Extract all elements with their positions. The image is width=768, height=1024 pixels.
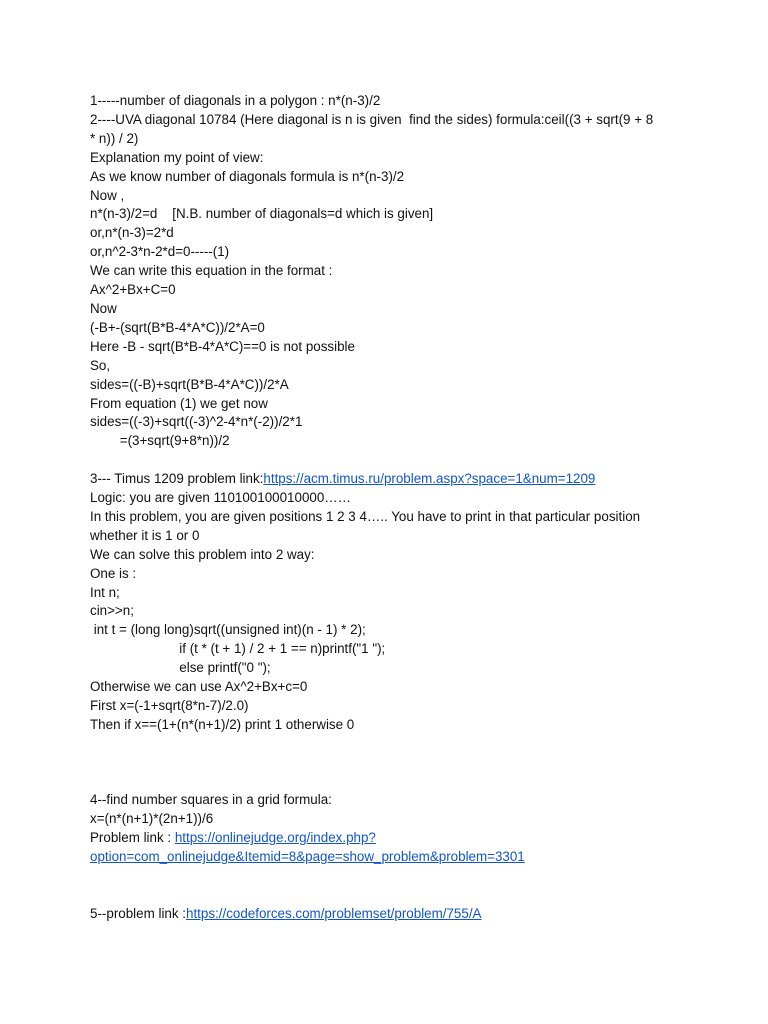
text-line: cin>>n; xyxy=(90,603,134,619)
text-line: =(3+sqrt(9+8*n))/2 xyxy=(90,433,230,449)
text-line: or,n*(n-3)=2*d xyxy=(90,225,174,241)
text-line: Now , xyxy=(90,187,125,203)
text-line: 1-----number of diagonals in a polygon : n*(n-3)/2 xyxy=(90,93,381,108)
text-line: or,n^2-3*n-2*d=0-----(1) xyxy=(90,244,230,260)
code-line: if (t * (t + 1) / 2 + 1 == n)printf("1 "); xyxy=(90,641,386,657)
text-line: Ax^2+Bx+C=0 xyxy=(90,282,176,298)
text-line: One is : xyxy=(90,565,137,581)
text-line-with-link xyxy=(90,829,690,848)
text-line: Now xyxy=(90,300,117,316)
text-line: n*(n-3)/2=d [N.B. number of diagonals=d which is given] xyxy=(90,206,434,222)
spacer xyxy=(90,735,690,792)
text-segment: 3--- Timus 1209 problem link: xyxy=(90,471,264,487)
text-line: We can solve this problem into 2 way: xyxy=(90,546,315,562)
document-body xyxy=(90,92,690,924)
code-line: int t = (long long)sqrt((unsigned int)(n - 1) * 2); xyxy=(90,622,366,638)
text-line-with-link xyxy=(90,848,690,867)
onlinejudge-problem-link[interactable]: https://onlinejudge.org/index.php? xyxy=(174,830,376,846)
text-line: sides=((-3)+sqrt((-3)^2-4*n*(-2))/2*1 xyxy=(90,414,303,430)
text-line-with-link xyxy=(90,470,690,489)
timus-problem-link[interactable]: https://acm.timus.ru/problem.aspx?space=1&num=1209 xyxy=(263,471,596,487)
spacer xyxy=(90,451,690,470)
spacer xyxy=(90,867,690,905)
text-line: Explanation my point of view: xyxy=(90,149,264,165)
text-line: x=(n*(n+1)*(2n+1))/6 xyxy=(90,811,214,827)
text-line: * n)) / 2) xyxy=(90,130,139,146)
codeforces-problem-link[interactable]: https://codeforces.com/problemset/problem/755/A xyxy=(186,905,482,921)
text-line: Here -B - sqrt(B*B-4*A*C)==0 is not possible xyxy=(90,338,355,354)
text-line: First x=(-1+sqrt(8*n-7)/2.0) xyxy=(90,697,249,713)
text-line: From equation (1) we get now xyxy=(90,395,268,411)
text-line: Otherwise we can use Ax^2+Bx+c=0 xyxy=(90,679,308,695)
code-line: else printf("0 "); xyxy=(90,660,271,676)
text-segment: Problem link : xyxy=(90,830,175,846)
text-line: Then if x==(1+(n*(n+1)/2) print 1 otherwise 0 xyxy=(90,716,355,732)
text-line: 2----UVA diagonal 10784 (Here diagonal is n is given find the sides) formula:ceil((3 + sqrt(9 + 8 xyxy=(90,111,654,127)
text-line: We can write this equation in the format : xyxy=(90,263,333,279)
text-segment: 5--problem link : xyxy=(90,905,186,921)
text-line: In this problem, you are given positions 1 2 3 4….. You have to print in that particular position whether it is 1 or 0 xyxy=(90,508,641,543)
text-line: Logic: you are given 110100100010000…… xyxy=(90,490,352,506)
text-line: As we know number of diagonals formula is n*(n-3)/2 xyxy=(90,168,405,184)
text-line: sides=((-B)+sqrt(B*B-4*A*C))/2*A xyxy=(90,376,289,392)
text-line: 4--find number squares in a grid formula: xyxy=(90,792,332,808)
text-line: Int n; xyxy=(90,584,120,600)
text-line: (-B+-(sqrt(B*B-4*A*C))/2*A=0 xyxy=(90,319,265,335)
text-line: So, xyxy=(90,357,111,373)
onlinejudge-problem-link-continued[interactable]: option=com_onlinejudge&Itemid=8&page=show_problem&problem=3301 xyxy=(90,849,525,865)
text-line-with-link xyxy=(90,905,690,924)
